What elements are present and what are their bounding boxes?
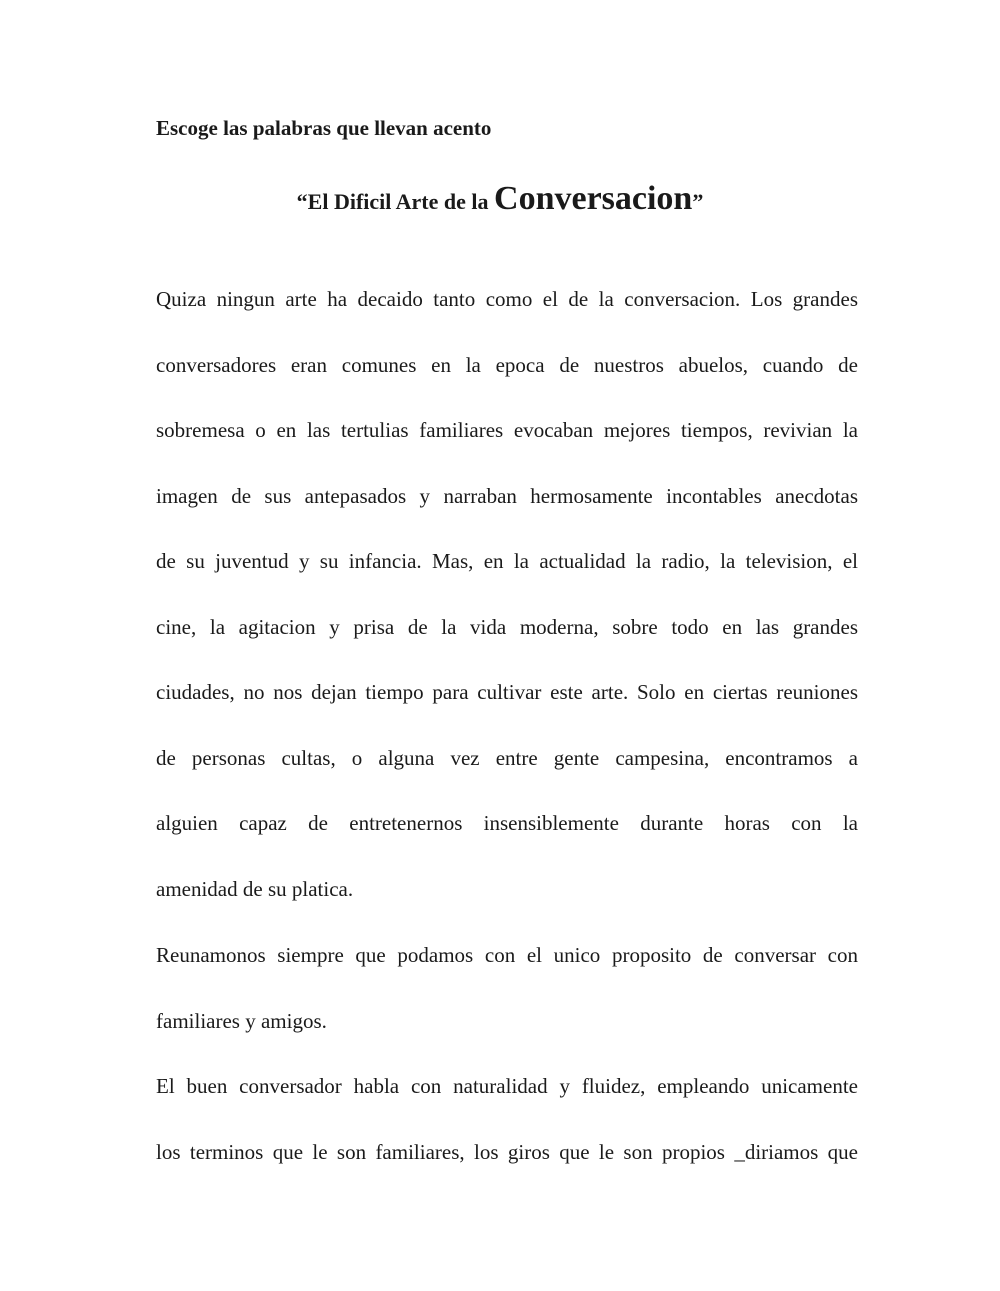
- text-line: ciudades, no nos dejan tiempo para cultivar este arte. Solo en ciertas reuniones: [156, 680, 858, 704]
- title-part-2: Conversacion: [494, 180, 693, 217]
- instruction-heading: Escoge las palabras que llevan acento: [156, 116, 492, 140]
- text-line: sobremesa o en las tertulias familiares evocaban mejores tiempos, revivian la: [156, 418, 858, 442]
- text-line: amenidad de su platica.: [156, 877, 354, 901]
- text-line: conversadores eran comunes en la epoca de nuestros abuelos, cuando de: [156, 353, 858, 377]
- text-line: Quiza ningun arte ha decaido tanto como el de la conversacion. Los grandes: [156, 287, 858, 311]
- text-line: El buen conversador habla con naturalidad y fluidez, empleando unicamente: [156, 1074, 858, 1098]
- text-line: de su juventud y su infancia. Mas, en la actualidad la radio, la television, el: [156, 549, 858, 573]
- text-line: cine, la agitacion y prisa de la vida moderna, sobre todo en las grandes: [156, 615, 858, 639]
- text-line: Reunamonos siempre que podamos con el unico proposito de conversar con: [156, 943, 858, 967]
- title-part-1: El Dificil Arte de la: [307, 189, 495, 214]
- title-open-quote: “: [296, 189, 308, 214]
- text-line: familiares y amigos.: [156, 1009, 327, 1033]
- text-line: de personas cultas, o alguna vez entre gente campesina, encontramos a: [156, 746, 858, 770]
- text-line: alguien capaz de entretenernos insensiblemente durante horas con la: [156, 811, 858, 835]
- document-title: [0, 180, 1000, 218]
- text-line: imagen de sus antepasados y narraban hermosamente incontables anecdotas: [156, 484, 858, 508]
- title-close-quote: ”: [692, 189, 704, 214]
- text-line: los terminos que le son familiares, los giros que le son propios _diriamos que: [156, 1140, 858, 1164]
